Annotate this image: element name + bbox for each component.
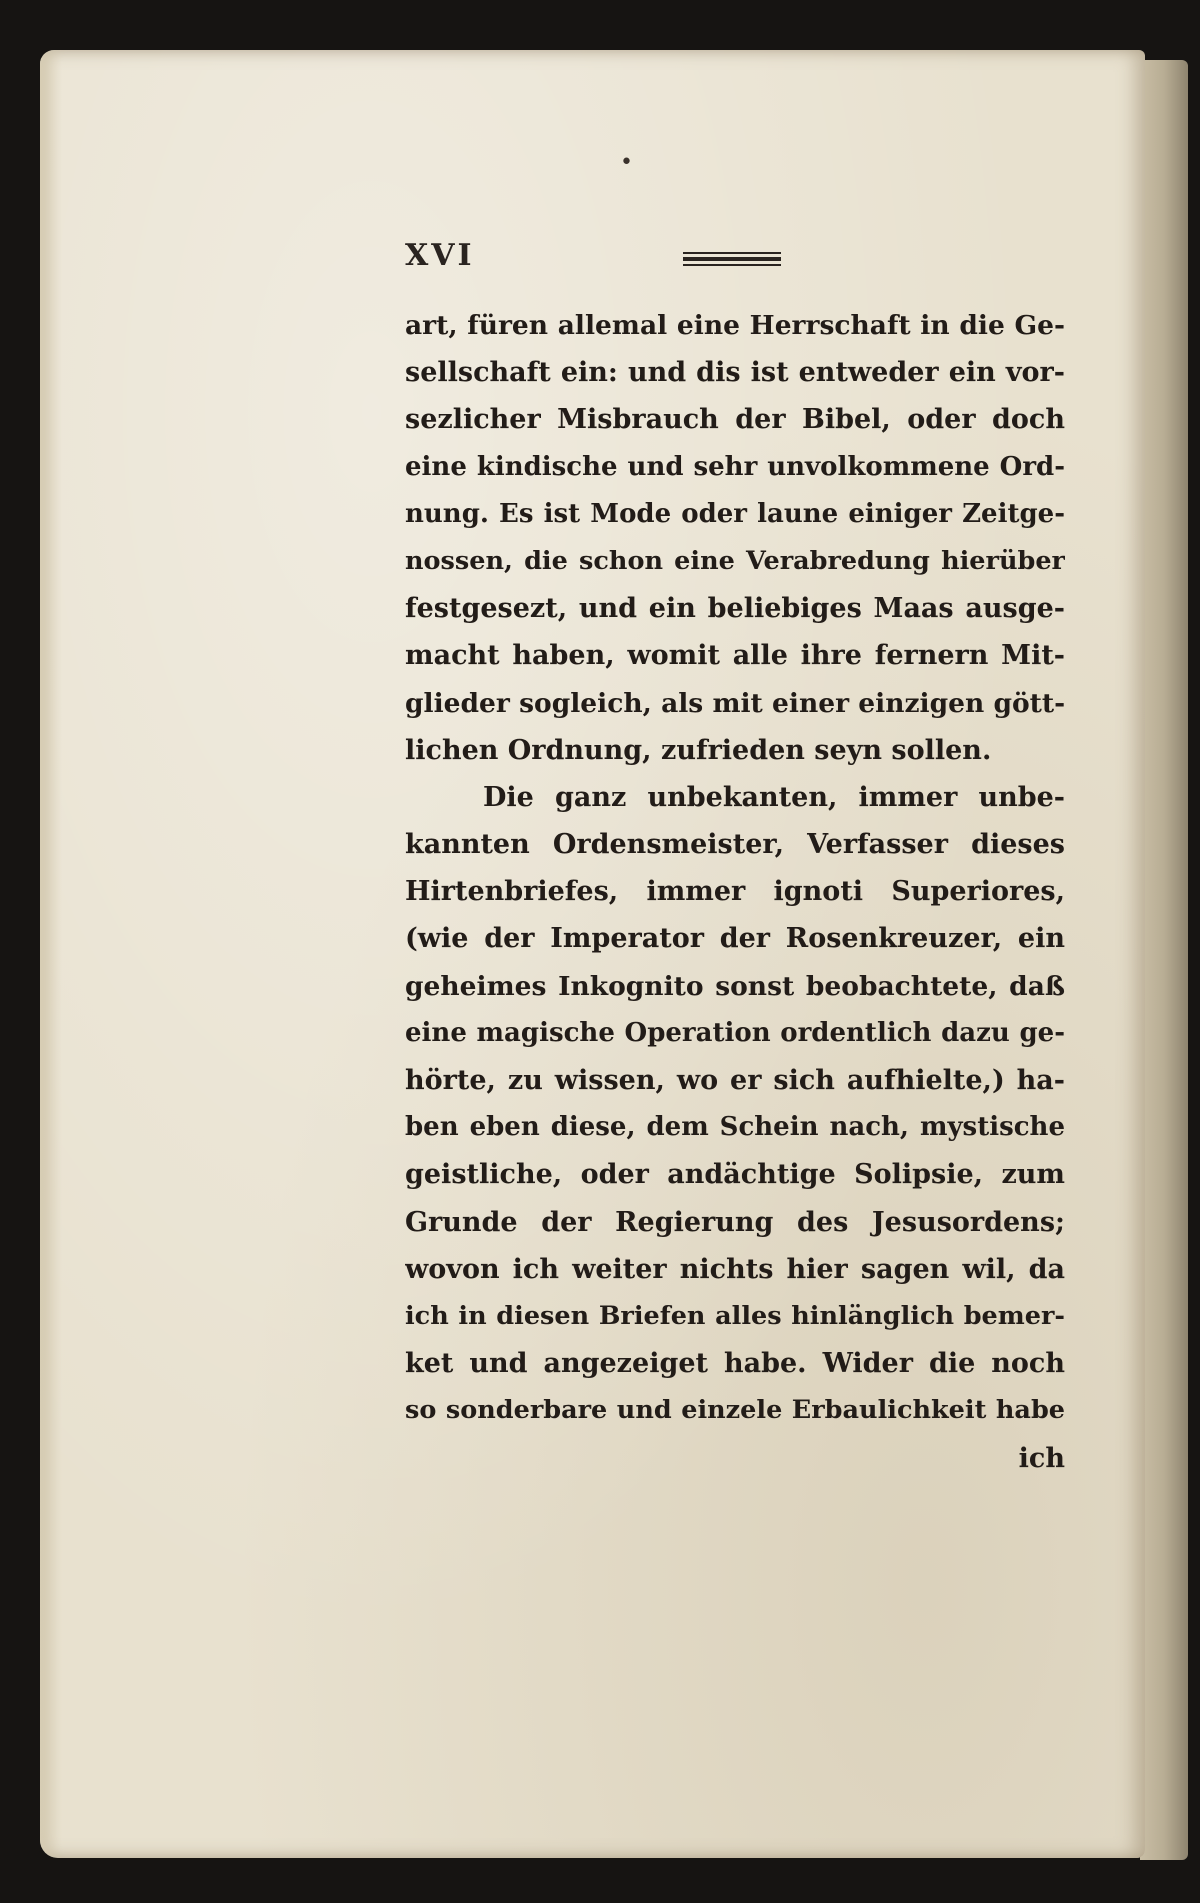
text-line: art, füren allemal eine Herrschaft in die Ge- — [405, 310, 1065, 341]
text-line: glieder sogleich, als mit einer einzigen gött- — [405, 687, 1065, 719]
text-line: eine kindische und sehr unvolkommene Ord- — [405, 451, 1065, 482]
text-line: lichen Ordnung, zufrieden seyn sollen. — [405, 734, 992, 766]
text-line: (wie der Imperator der Rosenkreuzer, ein — [405, 923, 1065, 955]
text-line: geheimes Inkognito sonst beobachtete, daß — [405, 970, 1065, 1002]
text-line: sezlicher Misbrauch der Bibel, oder doch — [405, 404, 1065, 436]
text-line: ben eben diese, dem Schein nach, mystische — [405, 1112, 1065, 1143]
header-ornament-rule — [683, 252, 781, 266]
text-line: Grunde der Regierung des Jesusordens; — [405, 1206, 1065, 1238]
next-page-edge — [1140, 60, 1188, 1860]
text-line: sellschaft ein: und dis ist entweder ein vor- — [405, 357, 1065, 389]
text-line: festgesezt, und ein beliebiges Maas ausge- — [405, 593, 1065, 625]
text-line: nossen, die schon eine Verabredung hierüber — [405, 545, 1065, 576]
text-line: ich in diesen Briefen alles hinlänglich bemer- — [405, 1300, 1065, 1331]
catchword: ich — [1018, 1442, 1065, 1474]
body-text — [405, 302, 1065, 1482]
printer-mark: • — [620, 150, 633, 175]
text-line: so sonderbare und einzele Erbaulichkeit habe — [405, 1395, 1065, 1426]
page-number: XVI — [405, 238, 475, 273]
text-line: macht haben, womit alle ihre fernern Mit- — [405, 640, 1065, 672]
page-left-edge — [40, 50, 62, 1858]
text-line: kannten Ordensmeister, Verfasser dieses — [405, 829, 1065, 861]
text-line: ket und angezeiget habe. Wider die noch — [405, 1348, 1065, 1380]
text-line: nung. Es ist Mode oder laune einiger Zeitge- — [405, 498, 1065, 529]
page-header — [405, 238, 1065, 278]
text-line: Die ganz unbekanten, immer unbe- — [483, 781, 1065, 813]
text-line: hörte, zu wissen, wo er sich aufhielte,) ha- — [405, 1065, 1065, 1096]
text-line: wovon ich weiter nichts hier sagen wil, da — [405, 1253, 1065, 1285]
text-line: Hirtenbriefes, immer ignoti Superiores, — [405, 876, 1065, 908]
text-line: eine magische Operation ordentlich dazu ge- — [405, 1017, 1065, 1048]
text-line: geistliche, oder andächtige Solipsie, zum — [405, 1159, 1065, 1191]
